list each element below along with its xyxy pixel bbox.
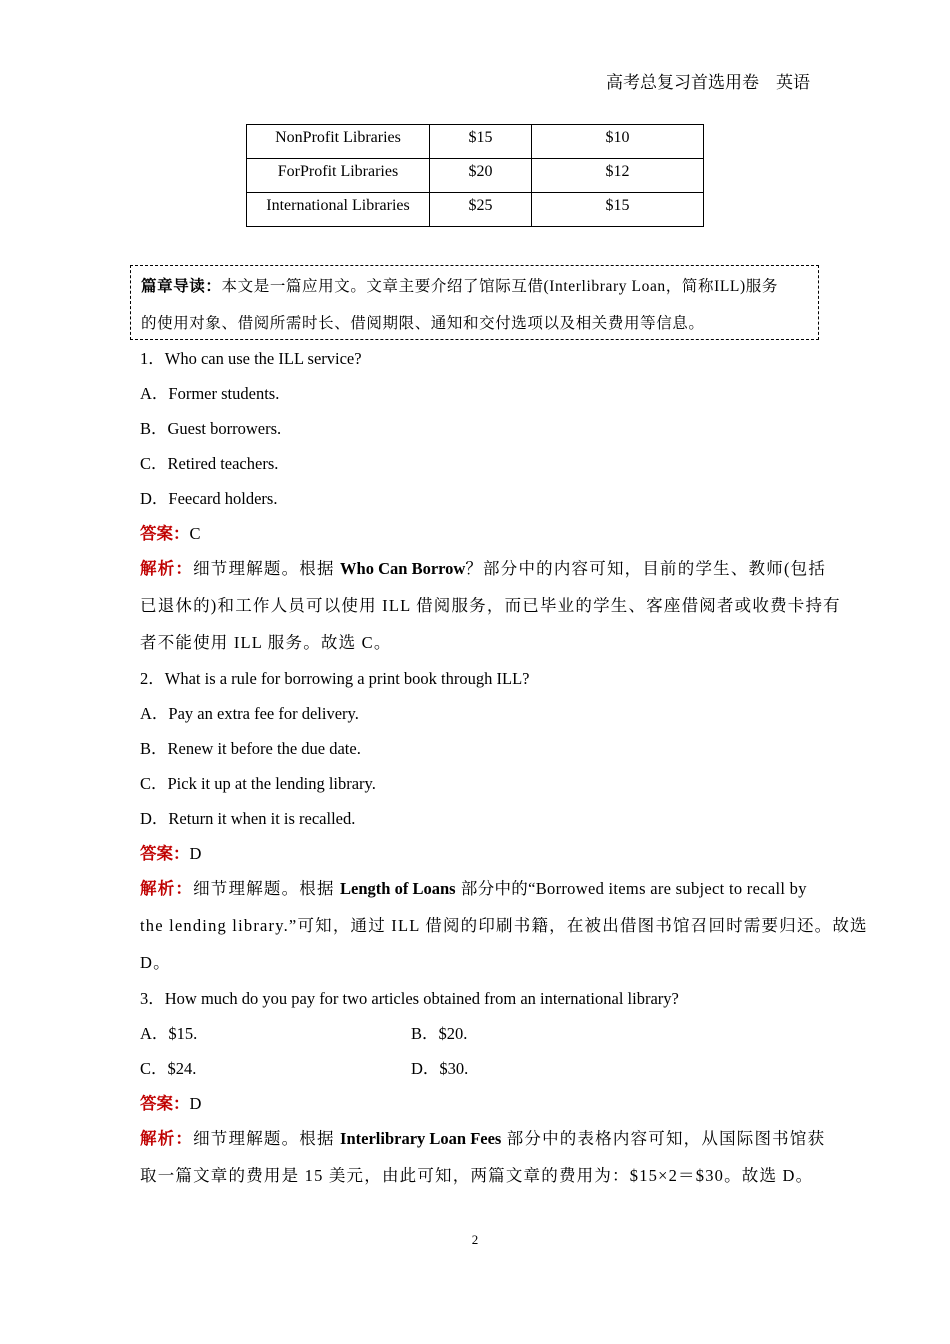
q3-option-a: A．$15. [140,1024,198,1043]
q2-answer [140,840,201,864]
q3-analysis-line-2: 取一篇文章的费用是 15 美元，由此可知，两篇文章的费用为：$15×2＝$30。故选 D。 [140,1166,814,1185]
table-cell: ForProfit Libraries [247,159,430,193]
page-number: 2 [471,1232,479,1247]
q1-analysis-line-3: 者不能使用 ILL 服务。故选 C。 [140,633,392,652]
question-3: 3．How much do you pay for two articles obtained from an international library? [140,989,679,1008]
question-2: 2．What is a rule for borrowing a print book through ILL? [140,669,530,688]
page-header: 高考总复习首选用卷 英语 [606,73,810,92]
intro-line-1 [141,268,808,305]
question-1: 1．Who can use the ILL service? [140,349,362,368]
q2-option-a: A．Pay an extra fee for delivery. [140,704,359,723]
chapter-intro-box [130,265,819,340]
q1-answer-value: C [189,524,201,543]
table-cell: $10 [532,125,704,159]
analysis-text: ？部分中的内容可知，目前的学生、教师(包括 [465,559,827,578]
q2-analysis-line-2: the lending library.”可知，通过 ILL 借阅的印刷书籍，在被出借图书馆召回时需要归还。故选 [140,916,868,935]
table-cell: NonProfit Libraries [247,125,430,159]
q3-answer-value: D [189,1094,202,1113]
q2-option-d: D．Return it when it is recalled. [140,809,356,828]
table-row [247,159,704,193]
q1-option-a: A．Former students. [140,384,280,403]
analysis-label: 解析： [140,559,194,578]
analysis-text: 细节理解题。根据 [193,1129,335,1148]
table-cell: $15 [430,125,532,159]
section-ref: Length of Loans [340,879,456,898]
answer-label: 答案： [140,524,190,543]
fee-table [246,124,704,227]
q3-option-b: B．$20. [411,1024,468,1043]
table-cell: $25 [430,193,532,227]
q1-option-b: B．Guest borrowers. [140,419,282,438]
q1-answer [140,520,201,544]
q3-answer [140,1090,201,1114]
q1-analysis-line-1 [140,555,826,579]
table-cell: $12 [532,159,704,193]
q1-option-c: C．Retired teachers. [140,454,279,473]
q1-analysis-line-2: 已退休的)和工作人员可以使用 ILL 借阅服务，而已毕业的学生、客座借阅者或收费卡持有 [140,596,841,615]
analysis-text: 细节理解题。根据 [193,879,335,898]
q2-option-b: B．Renew it before the due date. [140,739,361,758]
table-cell: $15 [532,193,704,227]
table-cell: $20 [430,159,532,193]
q3-analysis-line-1 [140,1125,825,1149]
analysis-label: 解析： [140,1129,194,1148]
answer-label: 答案： [140,844,190,863]
analysis-text: 细节理解题。根据 [193,559,335,578]
q1-option-d: D．Feecard holders. [140,489,278,508]
intro-label: 篇章导读： [141,278,222,295]
q2-analysis-line-1 [140,875,807,899]
q3-option-d: D．$30. [411,1059,469,1078]
table-cell: International Libraries [247,193,430,227]
table-row [247,193,704,227]
analysis-text: 部分中的“Borrowed items are subject to recall by [460,879,807,898]
q2-answer-value: D [189,844,202,863]
q3-option-c: C．$24. [140,1059,197,1078]
table-row [247,125,704,159]
answer-label: 答案： [140,1094,190,1113]
q2-analysis-line-3: D。 [140,953,171,972]
q2-option-c: C．Pick it up at the lending library. [140,774,376,793]
section-ref: Interlibrary Loan Fees [340,1129,502,1148]
section-ref: Who Can Borrow [340,559,466,578]
analysis-label: 解析： [140,879,194,898]
analysis-text: 部分中的表格内容可知，从国际图书馆获 [506,1129,826,1148]
intro-line-2: 的使用对象、借阅所需时长、借阅期限、通知和交付选项以及相关费用等信息。 [141,315,705,332]
intro-text-1: 本文是一篇应用文。文章主要介绍了馆际互借(Interlibrary Loan，简称ILL)服务 [221,278,778,295]
